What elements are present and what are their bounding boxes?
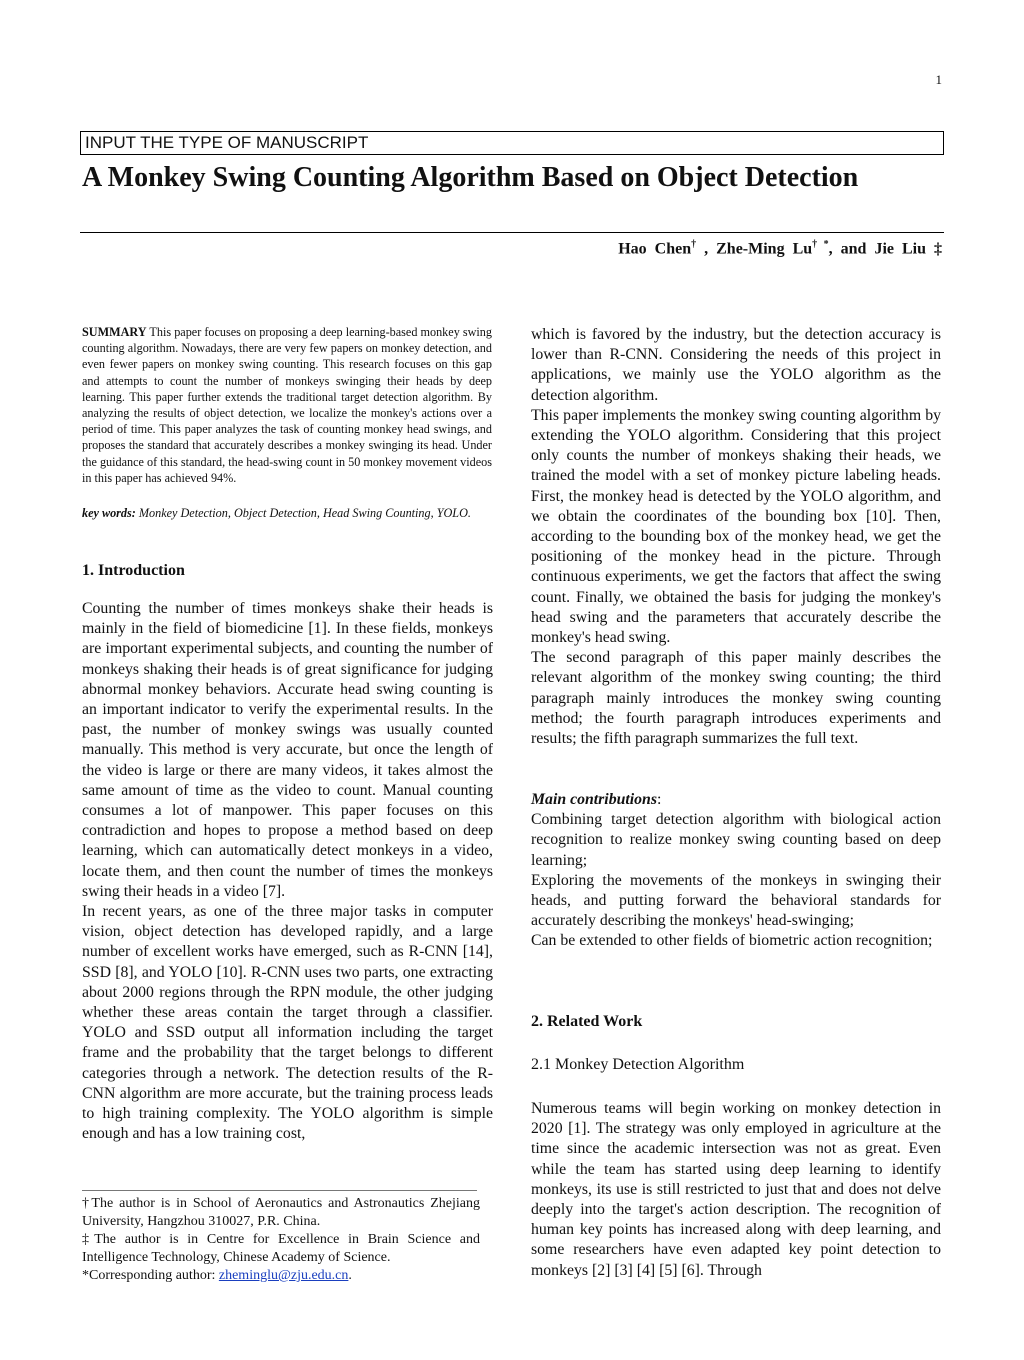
contribution-item: Exploring the movements of the monkeys in swinging their heads, and putting forward the behavioral standards for accurately describing the monkeys' head-swinging; [531, 871, 941, 930]
abstract-text: This paper focuses on proposing a deep learning-based monkey swing counting algorithm. Nowadays, there are very few papers on monkey detection, and even fewer papers on monkey swing counting. This research focuses on this gap and attempts to count the number of monkeys swinging their heads by deep learning. This paper further extends the traditional target detection algorithm. By analyzing the results of object detection, we localize the monkey's actions over a period of time. This paper analyzes the task of counting monkey head swings, and proposes the standard that accurately describes a monkey swinging its head. Under the guidance of this standard, the head-swing count in 50 monkey movement videos in this paper has achieved 94%. [82, 325, 492, 485]
title-divider [80, 232, 944, 233]
contributions-title: Main contributions [531, 791, 657, 808]
section-heading-related-work: 2. Related Work [531, 1013, 643, 1030]
footnote: †The author is in School of Aeronautics and Astronautics Zhejiang University, Hangzhou 310027, P.R. China. [82, 1196, 480, 1229]
footnote-divider [82, 1190, 477, 1191]
footnote: ‡The author is in Centre for Excellence in Brain Science and Intelligence Technology, Chinese Academy of Science. [82, 1232, 480, 1265]
contributions-colon: : [656, 791, 662, 808]
footnote-text: *Corresponding author: [82, 1268, 219, 1283]
page-number: 1 [935, 72, 942, 87]
paper-title: A Monkey Swing Counting Algorithm Based on Object Detection [82, 162, 859, 193]
keywords [82, 505, 492, 521]
affiliation-mark: † [691, 239, 697, 250]
keywords-label: key words: [82, 506, 136, 520]
paragraph: Numerous teams will begin working on monkey detection in 2020 [1]. The strategy was only employed in agriculture at the time since the academic intersection was not as great. Even while the team has started using deep learning to identify monkeys, its use is still restricted to just that and does not delve deeply into the target's action description. The recognition of human key points has increased along with deep learning, and some researchers have even adapted key point detection to monkeys [2] [3] [4] [5] [6]. Through [531, 1100, 941, 1279]
contributions-heading [531, 790, 941, 810]
paragraph: The second paragraph of this paper mainly describes the relevant algorithm of the monkey swing counting; the third paragraph mainly introduces the monkey swing counting method; the fourth paragraph introduces experiments and results; the fifth paragraph summarizes the full text. [531, 649, 941, 748]
paragraph: Counting the number of times monkeys shake their heads is mainly in the field of biomedicine [1]. In these fields, monkeys are important experimental subjects, and counting the number of monkeys shaking their heads is of great significance for judging abnormal monkey behaviors. Accurate head swing counting is an important indicator to verify the experimental results. In the past, the number of monkey swings was usually counted manually. This method is very accurate, but once the length of the video is large or there are many videos, it takes almost the same amount of time as the video to count. Manual counting consumes a lot of manpower. This paper focuses on this contradiction and hopes to propose a method based on deep learning, which can automatically detect monkeys in a video, locate them, and then count the number of times the monkeys swing their heads in a video [7]. [82, 600, 493, 900]
footnotes [82, 1195, 480, 1285]
author-name: Zhe-Ming Lu [716, 240, 813, 258]
paragraph: In recent years, as one of the three major tasks in computer vision, object detection has developed rapidly, and a large number of excellent works have emerged, such as R-CNN [14], SSD [8], and YOLO [10]. R-CNN uses two parts, one extracting about 2000 regions through the RPN module, the other judging whether these areas contain the target through a classifier. YOLO and SSD output all information including the target frame and the probability that the target belongs to different categories through a network. The detection results of the R-CNN algorithm are more accurate, but the training process leads to high training complexity. The YOLO algorithm is simple enough and has a low training cost, [82, 903, 493, 1143]
author-line [400, 234, 942, 260]
manuscript-type-box: INPUT THE TYPE OF MANUSCRIPT [80, 131, 944, 155]
keywords-text: Monkey Detection, Object Detection, Head Swing Counting, YOLO. [135, 506, 471, 520]
affiliation-mark: † * [812, 239, 829, 250]
author-separator: , and [828, 240, 875, 258]
section-heading-introduction: 1. Introduction [82, 562, 185, 579]
paragraph: This paper implements the monkey swing counting algorithm by extending the YOLO algorithm. Considering that this project only counts the number of monkeys shaking their heads, we trained the model with a set of monkey picture labeling heads. First, the monkey head is detected by the YOLO algorithm, and we obtain the coordinates of the bounding box [10]. Then, according to the bounding box of the monkey head, we get the positioning of the monkey head in the picture. Through continuous experiments, we get the factors that affect the swing count. Finally, we obtained the basis for judging the monkey's head swing and the parameters that accurately describe the monkey's head swing. [531, 406, 941, 647]
main-contributions [531, 790, 941, 952]
abstract-label: SUMMARY [82, 325, 147, 339]
contribution-item: Can be extended to other fields of biometric action recognition; [531, 932, 933, 950]
email-link[interactable]: zheminglu@zju.edu.cn [218, 1268, 349, 1283]
author-name: Hao Chen [618, 240, 692, 258]
abstract [82, 324, 492, 486]
contribution-item: Combining target detection algorithm with biological action recognition to realize monkey swing counting based on deep learning; [531, 811, 941, 869]
author-name: Jie Liu ‡ [874, 240, 942, 258]
footnote [82, 1267, 480, 1285]
paragraph: which is favored by the industry, but the detection accuracy is lower than R-CNN. Considering the needs of this project in applications, we mainly use the YOLO algorithm as the detection algorithm. [531, 326, 941, 404]
introduction-body [82, 599, 493, 1144]
related-work-body [531, 1099, 941, 1281]
introduction-continued [531, 325, 941, 749]
subsection-heading-monkey-detection: 2.1 Monkey Detection Algorithm [531, 1056, 745, 1073]
footnote-text: . [348, 1268, 352, 1283]
author-separator: , [696, 240, 717, 258]
